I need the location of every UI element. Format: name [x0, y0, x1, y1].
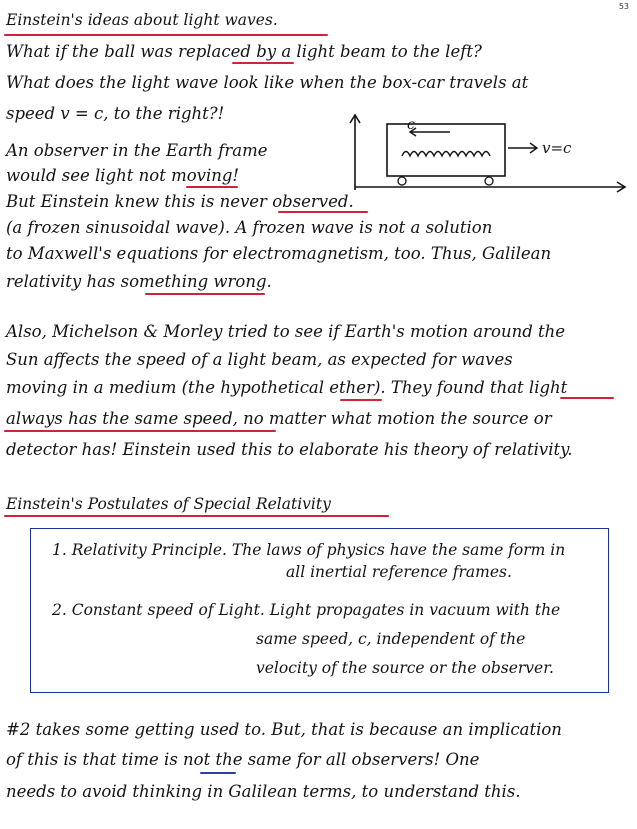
postulate-1-line-1: 1. Relativity Principle. The laws of physics have the same form in — [52, 541, 566, 559]
text-line: What if the ball was replaced by a light beam to the left? — [6, 42, 482, 61]
section-title-postulates: Einstein's Postulates of Special Relativity — [6, 495, 331, 513]
postulate-1-line-2: all inertial reference frames. — [286, 563, 512, 581]
wheel-right — [485, 177, 493, 185]
postulate-2-line-1: 2. Constant speed of Light. Light propagates in vacuum with the — [52, 601, 561, 619]
diagram-c-label: c — [407, 117, 415, 133]
underline-not-moving — [186, 186, 238, 188]
text-line: (a frozen sinusoidal wave). A frozen wave is not a solution — [6, 218, 493, 237]
underline-always-same-speed — [4, 430, 276, 432]
underline-ether — [340, 399, 382, 401]
text-line: An observer in the Earth frame — [6, 141, 268, 160]
postulate-2-line-3: velocity of the source or the observer. — [256, 659, 554, 677]
page-number: 53 — [618, 2, 629, 11]
text-line: always has the same speed, no matter what motion the source or — [6, 409, 552, 428]
text-line: would see light not moving! — [6, 166, 240, 185]
text-line: speed v = c, to the right?! — [6, 104, 225, 123]
text-line: relativity has something wrong. — [6, 272, 272, 291]
text-line: What does the light wave look like when the box-car travels at — [6, 73, 529, 92]
text-line: But Einstein knew this is never observed. — [6, 192, 354, 211]
text-line: detector has! Einstein used this to elaborate his theory of relativity. — [6, 440, 573, 459]
underline-replaced — [232, 62, 294, 64]
text-line: Sun affects the speed of a light beam, as expected for waves — [6, 350, 513, 369]
underline-something-wrong — [145, 293, 265, 295]
text-line: needs to avoid thinking in Galilean terms, to understand this. — [6, 782, 521, 801]
section-title-light-waves: Einstein's ideas about light waves. — [6, 11, 278, 29]
text-line: of this is that time is not the same for all observers! One — [6, 750, 480, 769]
underline-never-observed — [278, 211, 368, 213]
underline-light — [560, 397, 614, 399]
text-line: #2 takes some getting used to. But, that is because an implication — [6, 720, 562, 739]
text-line: to Maxwell's equations for electromagnetism, too. Thus, Galilean — [6, 244, 552, 263]
text-line: moving in a medium (the hypothetical ether). They found that light — [6, 378, 568, 397]
frozen-wave — [402, 152, 490, 157]
text-line: Also, Michelson & Morley tried to see if Earth's motion around the — [6, 322, 566, 341]
title-underline — [4, 34, 328, 36]
postulate-2-line-2: same speed, c, independent of the — [256, 630, 526, 648]
wheel-left — [398, 177, 406, 185]
underline-time — [200, 772, 236, 774]
boxcar-diagram — [340, 112, 630, 198]
postulates-title-underline — [4, 515, 389, 517]
diagram-speed-label: v=c — [542, 139, 572, 157]
